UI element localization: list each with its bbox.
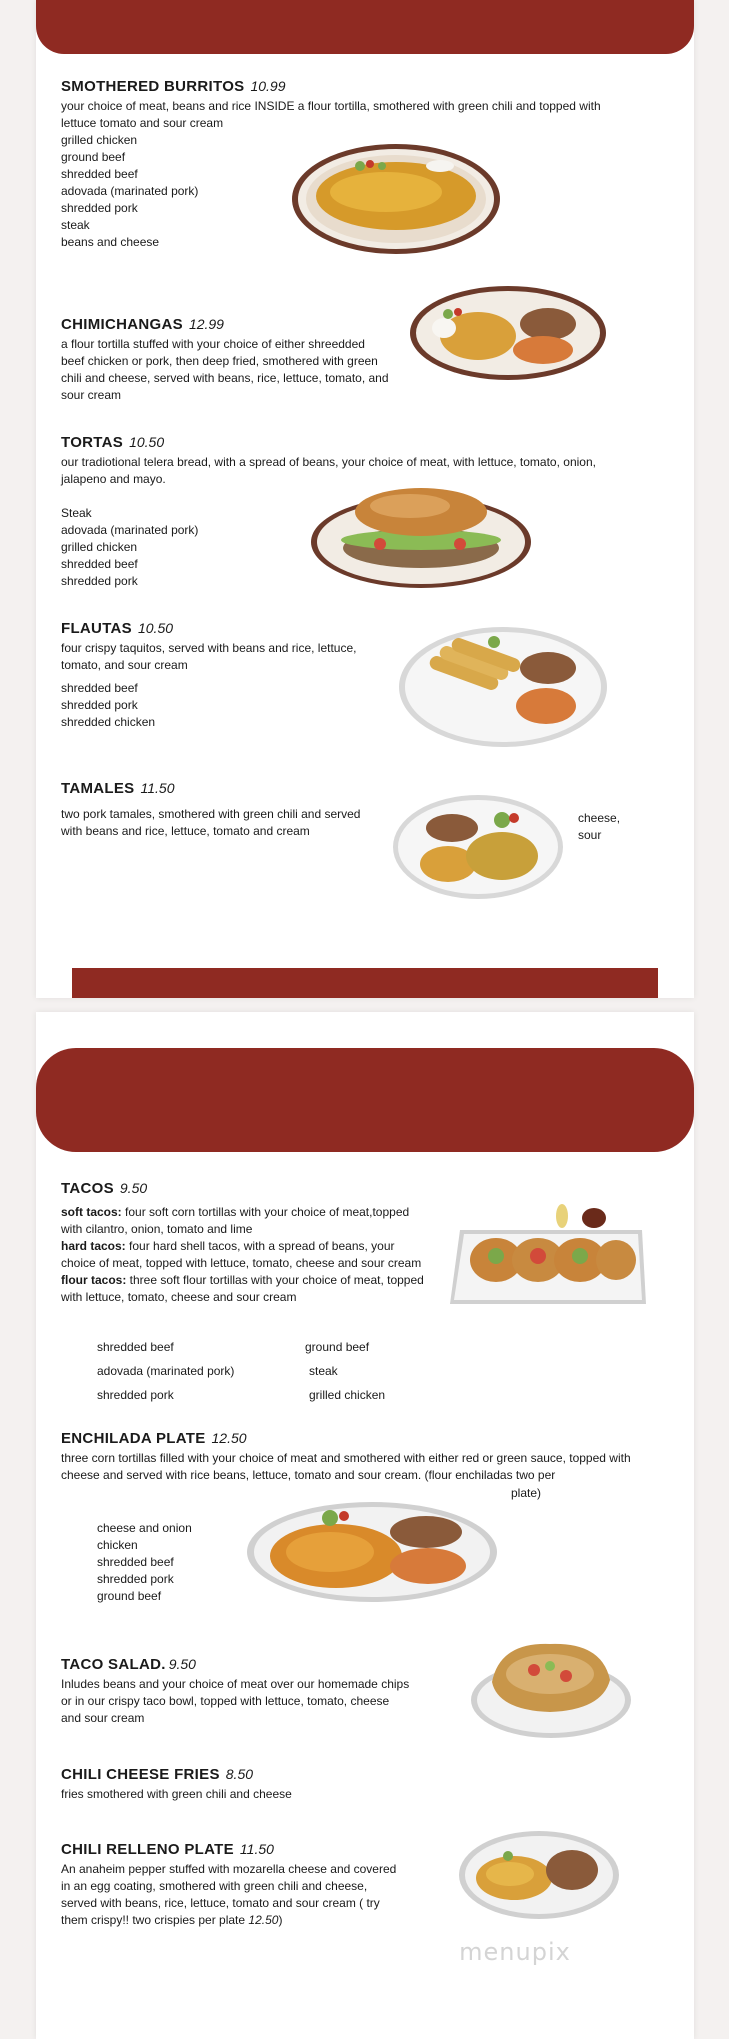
- option: adovada (marinated pork): [61, 184, 199, 198]
- chimichanga-plate-image: [408, 284, 608, 382]
- item-price: 10.50: [137, 620, 174, 636]
- option: shredded pork: [61, 574, 138, 588]
- item-price: 12.50: [211, 1430, 247, 1446]
- option: beans and cheese: [61, 235, 160, 249]
- tacos-plate-image: [446, 1200, 648, 1312]
- enchilada-plate-image: [246, 1500, 498, 1604]
- item-price: 11.50: [140, 780, 175, 796]
- option: steak: [309, 1364, 338, 1378]
- item-description: three corn tortillas filled with your choice of meat and smothered with either red or green sauce, topped with cheese and served with rice beans, lettuce, tomato and sour cream. (flour enchiladas two per: [61, 1451, 631, 1482]
- soft-tacos-text: soft tacos: four soft corn tortillas with your choice of meat,topped with cilantro, onion, tomato and lime: [61, 1205, 410, 1236]
- description-fragment: cheese,: [578, 811, 621, 825]
- option: ground beef: [61, 150, 126, 164]
- option: shredded pork: [97, 1572, 174, 1586]
- option: grilled chicken: [61, 133, 138, 147]
- taco-salad-plate-image: [470, 1636, 632, 1740]
- option: steak: [61, 218, 90, 232]
- option: adovada (marinated pork): [61, 523, 199, 537]
- flautas-plate-image: [398, 626, 608, 748]
- option: shredded chicken: [61, 715, 156, 729]
- tamales-plate-image: [392, 794, 564, 900]
- soft-tacos-label: soft tacos:: [61, 1205, 122, 1219]
- item-price: 10.50: [129, 434, 165, 450]
- hard-tacos-label: hard tacos:: [61, 1239, 126, 1253]
- crispy-price: 12.50: [248, 1913, 279, 1927]
- option: shredded beef: [61, 681, 138, 695]
- description-fragment: sour: [578, 828, 602, 842]
- footer-band: [72, 968, 658, 998]
- item-title: FLAUTAS: [61, 620, 132, 637]
- item-title: CHILI RELLENO PLATE: [61, 1841, 234, 1858]
- option: shredded beef: [61, 167, 138, 181]
- tacos-options-left: [97, 1335, 234, 1407]
- option: shredded beef: [97, 1340, 174, 1354]
- menu-item-flautas: [61, 620, 361, 731]
- item-title: TAMALES: [61, 780, 135, 797]
- item-description: four crispy taquitos, served with beans and rice, lettuce, tomato, and sour cream: [61, 641, 357, 672]
- hard-tacos-text: hard tacos: four hard shell tacos, with a spread of beans, your choice of meat, topped with lettuce, tomato, cheese and sour cream: [61, 1239, 422, 1270]
- menu-item-chili-relleno-plate: [61, 1841, 401, 1929]
- header-band: [36, 1048, 694, 1152]
- option: adovada (marinated pork): [97, 1364, 235, 1378]
- watermark-text: menupix: [459, 1938, 571, 1966]
- menu-item-tamales: [61, 780, 361, 840]
- item-price: 11.50: [239, 1841, 274, 1857]
- item-options: [61, 680, 361, 731]
- item-description: two pork tamales, smothered with green chili and served with beans and rice, lettuce, tomato and cream: [61, 807, 361, 838]
- menu-item-chimichangas: [61, 316, 391, 404]
- header-band: [36, 0, 694, 54]
- torta-plate-image: [310, 482, 532, 590]
- menu-item-enchilada-plate: [61, 1430, 641, 1484]
- item-description: An anaheim pepper stuffed with mozarella cheese and covered in an egg coating, smothered with green chili and cheese, served with beans, rice, lettuce, tomato and sour cream ( try them crispy!! two crispies per plate 12.50): [61, 1862, 397, 1927]
- tamales-description-overflow: [578, 810, 638, 844]
- enchilada-description-tail: plate): [511, 1486, 542, 1500]
- option: grilled chicken: [61, 540, 138, 554]
- enchilada-options: [97, 1520, 192, 1605]
- item-price: 9.50: [168, 1656, 196, 1672]
- flour-tacos-label: flour tacos:: [61, 1273, 127, 1287]
- option: chicken: [97, 1538, 138, 1552]
- item-price: 9.50: [119, 1180, 148, 1196]
- item-title: CHIMICHANGAS: [61, 316, 183, 333]
- item-title: ENCHILADA PLATE: [61, 1430, 206, 1447]
- option: shredded pork: [61, 201, 138, 215]
- item-title: TACOS: [61, 1180, 114, 1197]
- item-title: TORTAS: [61, 434, 124, 451]
- option: grilled chicken: [309, 1388, 386, 1402]
- option: Steak: [61, 506, 92, 520]
- item-title: TACO SALAD.: [61, 1656, 166, 1673]
- item-description: a flour tortilla stuffed with your choice of either shreedded beef chicken or pork, then deep fried, smothered with green chili and cheese, served with beans, rice, lettuce, tomato, and sour cream: [61, 337, 389, 402]
- tacos-options-right: [305, 1335, 385, 1407]
- option: shredded pork: [97, 1388, 174, 1402]
- option: ground beef: [97, 1589, 162, 1603]
- option: cheese and onion: [97, 1521, 192, 1535]
- flour-tacos-text: flour tacos: three soft flour tortillas with your choice of meat, topped with lettuce, tomato, cheese and sour cream: [61, 1273, 424, 1304]
- option: shredded beef: [61, 557, 138, 571]
- item-description: our tradiotional telera bread, with a spread of beans, your choice of meat, with lettuce, tomato, onion, jalapeno and mayo.: [61, 455, 596, 486]
- menu-item-tacos: [61, 1180, 431, 1306]
- option: shredded pork: [61, 698, 138, 712]
- menu-item-chili-cheese-fries: [61, 1766, 461, 1803]
- item-price: 10.99: [250, 78, 286, 94]
- item-description: Inludes beans and your choice of meat over our homemade chips or in our crispy taco bowl, topped with lettuce, tomato, cheese and sour cream: [61, 1677, 410, 1725]
- item-title: CHILI CHEESE FRIES: [61, 1766, 220, 1783]
- option: ground beef: [305, 1340, 370, 1354]
- item-description: [61, 1204, 431, 1306]
- option: shredded beef: [97, 1555, 174, 1569]
- burrito-plate-image: [290, 142, 502, 257]
- item-description: your choice of meat, beans and rice INSIDE a flour tortilla, smothered with green chili and topped with lettuce tomato and sour cream: [61, 99, 601, 130]
- item-price: 12.99: [188, 316, 224, 332]
- chili-relleno-plate-image: [458, 1830, 620, 1920]
- item-price: 8.50: [225, 1766, 254, 1782]
- item-title: SMOTHERED BURRITOS: [61, 78, 245, 95]
- menu-item-taco-salad: [61, 1656, 411, 1727]
- item-description: fries smothered with green chili and cheese: [61, 1787, 292, 1801]
